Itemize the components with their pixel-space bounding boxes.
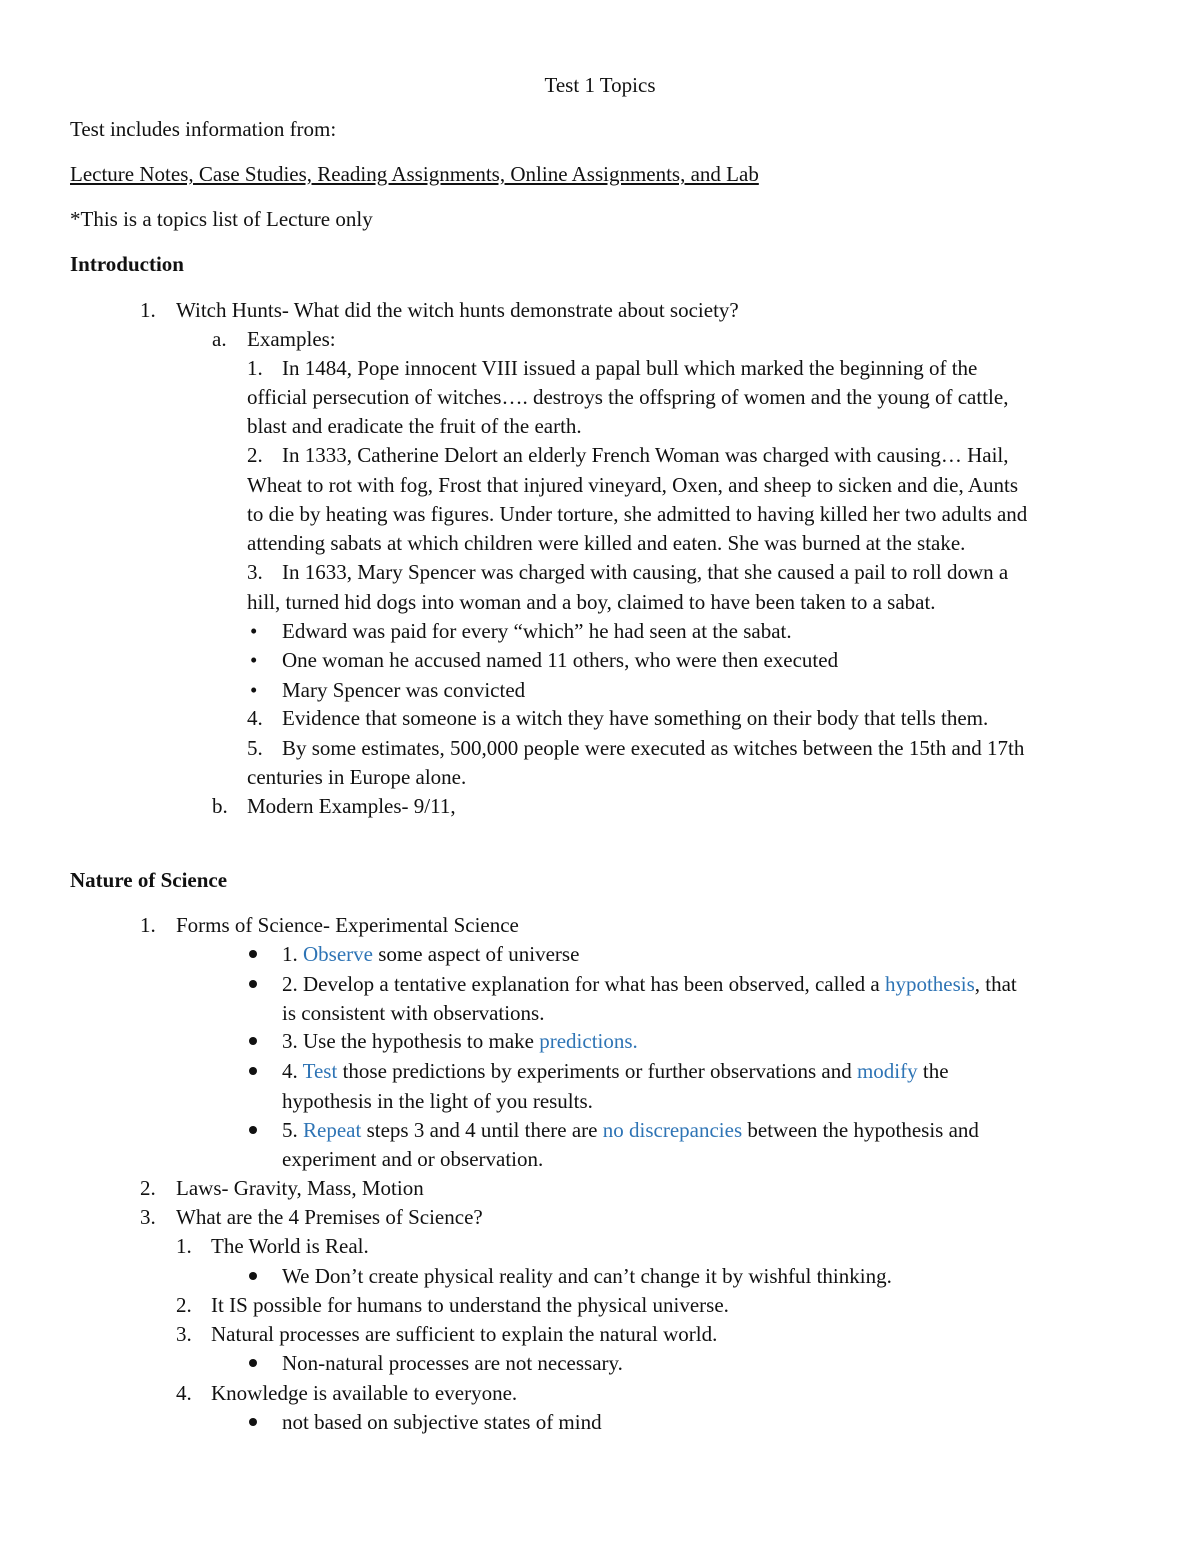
bullet-icon: •: [250, 619, 258, 643]
sources-line: Lecture Notes, Case Studies, Reading Assignments, Online Assignments, and Lab: [70, 162, 759, 186]
premise-1-text: The World is Real.: [211, 1234, 369, 1258]
step-4-line-1: 4. Test those predictions by experiments or further observations and modify the: [282, 1059, 949, 1083]
intro-text: Test includes information from:: [70, 117, 337, 141]
bullet-icon: •: [250, 648, 258, 672]
example-2-number: 2.: [247, 443, 263, 467]
intro-item-1-text: Witch Hunts- What did the witch hunts demonstrate about society?: [176, 298, 739, 322]
bullet-dot-icon: [249, 950, 257, 958]
lecture-note: *This is a topics list of Lecture only: [70, 207, 373, 231]
step-3: 3. Use the hypothesis to make predictions.: [282, 1029, 638, 1053]
example-2-line-1: In 1333, Catherine Delort an elderly French Woman was charged with causing… Hail,: [282, 443, 1009, 467]
bullet-dot-icon: [249, 1126, 257, 1134]
bullet-dot-icon: [249, 1418, 257, 1426]
example-2-line-4: attending sabats at which children were killed and eaten. She was burned at the stake.: [247, 531, 966, 555]
step-2-line-1: 2. Develop a tentative explanation for what has been observed, called a hypothesis, that: [282, 972, 1017, 996]
bullet-dot-icon: [249, 980, 257, 988]
premise-4-sub: not based on subjective states of mind: [282, 1410, 602, 1434]
example-3-number: 3.: [247, 560, 263, 584]
step-2-line-2: is consistent with observations.: [282, 1001, 545, 1025]
sub-b-text: Modern Examples- 9/11,: [247, 794, 456, 818]
premise-4-number: 4.: [176, 1381, 192, 1405]
keyword-no-discrepancies: no discrepancies: [602, 1118, 743, 1142]
nature-item-1-text: Forms of Science- Experimental Science: [176, 913, 519, 937]
example-4-line-1: Evidence that someone is a witch they have something on their body that tells them.: [282, 706, 989, 730]
bullet-item-3: Mary Spencer was convicted: [282, 678, 526, 702]
keyword-test: Test: [302, 1059, 338, 1083]
keyword-repeat: Repeat: [303, 1118, 362, 1142]
example-2-line-2: Wheat to rot with fog, Frost that injured vineyard, Oxen, and sheep to sicken and die, Aunts: [247, 473, 1019, 497]
sub-b-letter: b.: [212, 794, 228, 818]
bullet-dot-icon: [249, 1272, 257, 1280]
example-3-line-1: In 1633, Mary Spencer was charged with causing, that she caused a pail to roll down a: [282, 560, 1009, 584]
step-1: 1. Observe some aspect of universe: [282, 942, 580, 966]
example-1-line-2: official persecution of witches…. destroys the offspring of women and the young of cattle,: [247, 385, 1009, 409]
nature-item-3-number: 3.: [140, 1205, 156, 1229]
example-4-number: 4.: [247, 706, 263, 730]
sub-a-text: Examples:: [247, 327, 336, 351]
premise-2-number: 2.: [176, 1293, 192, 1317]
example-1-number: 1.: [247, 356, 263, 380]
premise-2-text: It IS possible for humans to understand the physical universe.: [211, 1293, 729, 1317]
nature-item-2-text: Laws- Gravity, Mass, Motion: [176, 1176, 424, 1200]
page-title: Test 1 Topics: [544, 73, 656, 97]
keyword-modify: modify: [856, 1059, 918, 1083]
sub-a-letter: a.: [212, 327, 227, 351]
example-5-line-2: centuries in Europe alone.: [247, 765, 467, 789]
nature-item-1-number: 1.: [140, 913, 156, 937]
premise-1-sub: We Don’t create physical reality and can’t change it by wishful thinking.: [282, 1264, 892, 1288]
bullet-dot-icon: [249, 1067, 257, 1075]
premise-3-sub: Non-natural processes are not necessary.: [282, 1351, 623, 1375]
bullet-icon: •: [250, 678, 258, 702]
heading-introduction: Introduction: [70, 252, 184, 276]
bullet-item-1: Edward was paid for every “which” he had seen at the sabat.: [282, 619, 792, 643]
nature-item-3-text: What are the 4 Premises of Science?: [176, 1205, 483, 1229]
premise-1-number: 1.: [176, 1234, 192, 1258]
keyword-observe: Observe: [303, 942, 373, 966]
example-3-line-2: hill, turned hid dogs into woman and a boy, claimed to have been taken to a sabat.: [247, 590, 936, 614]
bullet-item-2: One woman he accused named 11 others, who were then executed: [282, 648, 839, 672]
example-2-line-3: to die by heating was figures. Under torture, she admitted to having killed her two adults and: [247, 502, 1028, 526]
step-5-line-2: experiment and or observation.: [282, 1147, 544, 1171]
heading-nature-of-science: Nature of Science: [70, 868, 228, 892]
premise-3-number: 3.: [176, 1322, 192, 1346]
bullet-dot-icon: [249, 1359, 257, 1367]
example-1-line-1: In 1484, Pope innocent VIII issued a papal bull which marked the beginning of the: [282, 356, 978, 380]
example-5-line-1: By some estimates, 500,000 people were executed as witches between the 15th and 17th: [282, 736, 1025, 760]
premise-3-text: Natural processes are sufficient to explain the natural world.: [211, 1322, 718, 1346]
bullet-dot-icon: [249, 1037, 257, 1045]
nature-item-2-number: 2.: [140, 1176, 156, 1200]
intro-item-1-number: 1.: [140, 298, 156, 322]
example-5-number: 5.: [247, 736, 263, 760]
step-4-line-2: hypothesis in the light of you results.: [282, 1089, 593, 1113]
keyword-hypothesis: hypothesis: [884, 972, 975, 996]
premise-4-text: Knowledge is available to everyone.: [211, 1381, 518, 1405]
step-5-line-1: 5. Repeat steps 3 and 4 until there are no discrepancies between the hypothesis and: [282, 1118, 979, 1142]
keyword-predictions: predictions.: [539, 1029, 638, 1053]
example-1-line-3: blast and eradicate the fruit of the earth.: [247, 414, 582, 438]
